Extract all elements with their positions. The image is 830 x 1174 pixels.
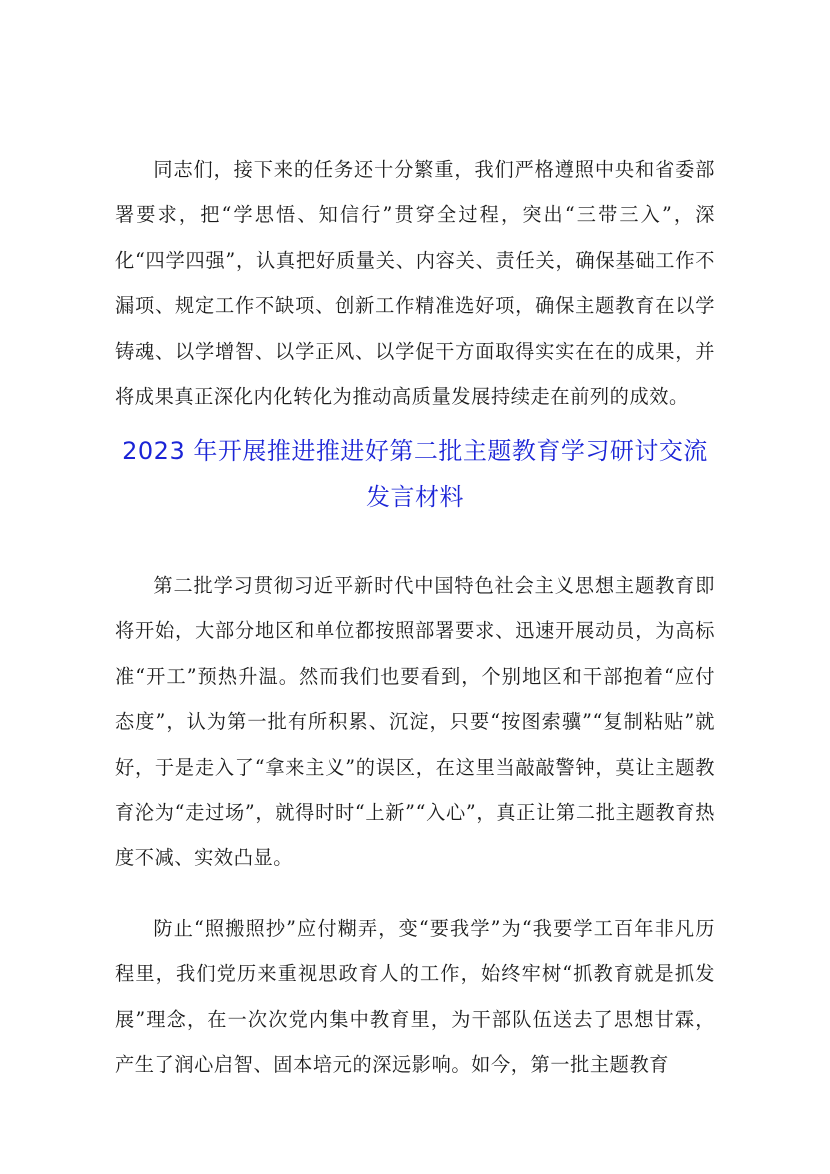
paragraph: 第二批学习贯彻习近平新时代中国特色社会主义思想主题教育即将开始，大部分地区和单位都按照部署要求、迅速开展动员，为高标准“开工”预热升温。然而我们也要看到，个别地区和干部抱着“应付态度”，认为第一批有所积累、沉淀，只要“按图索骥”“复制粘贴”就好，于是走入了“拿来主义”的误区，在这里当敲敲警钟，莫让主题教育沦为“走过场”，就得时时“上新”“入心”，真正让第二批主题教育热度不减、实效凸显。 — [115, 574, 715, 870]
paragraph: 同志们，接下来的任务还十分繁重，我们严格遵照中央和省委部署要求，把“学思悟、知信行”贯穿全过程，突出“三带三入”，深化“四学四强”，认真把好质量关、内容关、责任关，确保基础工作不漏项、规定工作不缺项、创新工作精准选好项，确保主题教育在以学铸魂、以学增智、以学正风、以学促干方面取得实实在在的成果，并将成果真正深化内化转化为推动高质量发展持续走在前列的成效。 — [115, 158, 715, 409]
paragraph: 防止“照搬照抄”应付糊弄，变“要我学”为“我要学工百年非凡历程里，我们党历来重视思政育人的工作，始终牢树“抓教育就是抓发展”理念，在一次次党内集中教育里，为干部队伍送去了思想甘霖，产生了润心启智、固本培元的深远影响。如今，第一批主题教育 — [115, 917, 715, 1077]
section-title: 2023 年开展推进推进好第二批主题教育学习研讨交流发言材料 — [122, 437, 708, 511]
